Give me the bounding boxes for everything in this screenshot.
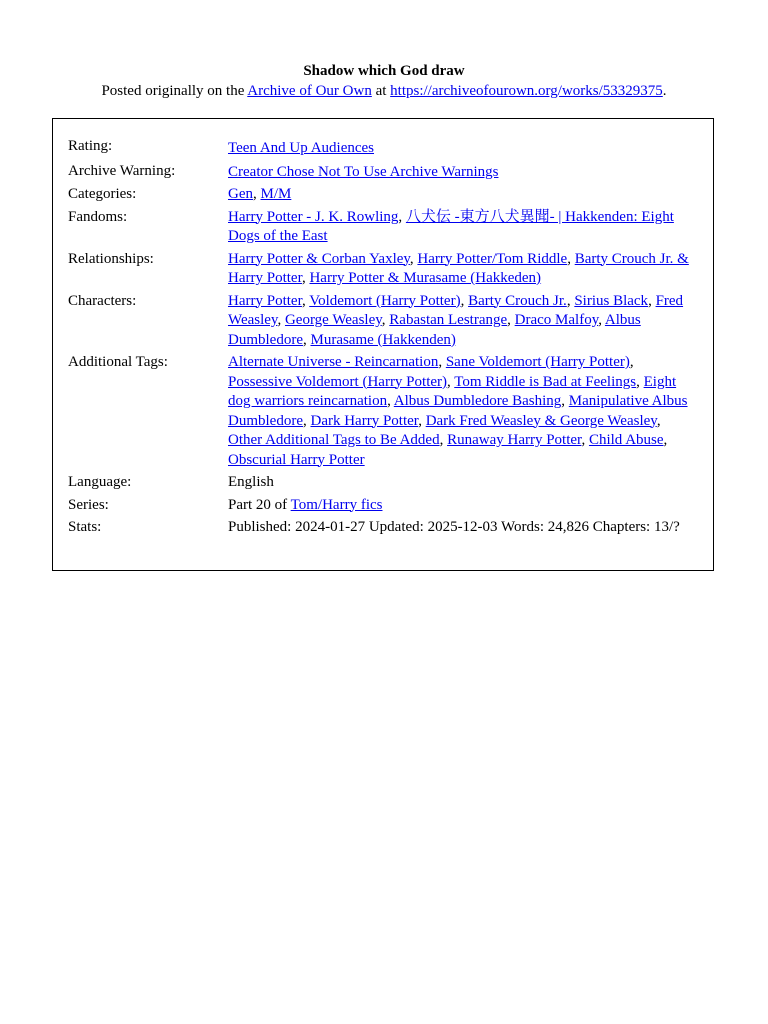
character-tag-link[interactable]: Voldemort (Harry Potter) bbox=[309, 292, 461, 309]
relationship-tag-link[interactable]: Harry Potter & Corban Yaxley bbox=[228, 250, 410, 267]
work-url-link[interactable]: https://archiveofourown.org/works/53329375 bbox=[390, 83, 663, 99]
series-value bbox=[228, 496, 698, 516]
stats-label: Stats: bbox=[68, 519, 102, 535]
archive-link[interactable]: Archive of Our Own bbox=[247, 83, 372, 99]
work-title: Shadow which God draw bbox=[303, 63, 465, 79]
categories-value bbox=[228, 185, 698, 205]
additional-tag-link[interactable]: Alternate Universe - Reincarnation bbox=[228, 354, 439, 370]
list-separator: , bbox=[302, 331, 311, 348]
additional-tag-link[interactable]: Other Additional Tags to Be Added bbox=[228, 432, 440, 448]
additional-tag-link[interactable]: Tom Riddle is Bad at Feelings bbox=[454, 373, 637, 390]
list-separator: , bbox=[301, 292, 310, 309]
character-tag-link[interactable]: Harry Potter bbox=[228, 292, 302, 309]
posted-mid: at bbox=[371, 83, 391, 99]
list-separator: , bbox=[629, 354, 634, 370]
list-separator: , bbox=[447, 373, 455, 390]
list-separator: , bbox=[387, 393, 394, 409]
work-header bbox=[0, 62, 768, 101]
series-label: Series: bbox=[68, 496, 109, 513]
character-tag-link[interactable]: Barty Crouch Jr. bbox=[468, 292, 567, 309]
list-separator: , bbox=[418, 412, 426, 429]
additional-tag-link[interactable]: Dark Harry Potter bbox=[310, 412, 419, 429]
list-separator: , bbox=[598, 312, 605, 328]
relationship-tag-link[interactable]: Harry Potter & Murasame (Hakkeden) bbox=[309, 270, 542, 286]
stats-row bbox=[68, 518, 698, 538]
list-separator: , bbox=[398, 208, 406, 225]
additional-tag-link[interactable]: Dark Fred Weasley & George Weasley bbox=[425, 412, 657, 429]
warning-value bbox=[228, 162, 698, 183]
additional-tag-link[interactable]: Eight dog warriors reincarnation bbox=[228, 373, 677, 409]
characters-row bbox=[68, 292, 698, 351]
character-tag-link[interactable]: Fred Weasley bbox=[228, 292, 684, 328]
character-tag-link[interactable]: George Weasley bbox=[284, 312, 382, 328]
tags-row bbox=[68, 353, 698, 470]
fandoms-label: Fandoms: bbox=[68, 208, 128, 225]
rating-label: Rating: bbox=[68, 138, 113, 154]
fandom-tag-link[interactable]: 八犬伝 -東方八犬異聞- | Hakkenden: Eight Dogs of the East bbox=[228, 208, 674, 244]
warning-tag-link[interactable]: Creator Chose Not To Use Archive Warnings bbox=[228, 163, 499, 180]
warning-row bbox=[68, 162, 698, 183]
fandoms-value bbox=[228, 208, 698, 247]
tags-value bbox=[228, 353, 698, 470]
character-tag-link[interactable]: Draco Malfoy bbox=[514, 312, 599, 328]
list-separator: , bbox=[656, 412, 661, 429]
list-separator: , bbox=[460, 292, 469, 309]
list-separator: , bbox=[253, 186, 261, 202]
additional-tag-link[interactable]: Sane Voldemort (Harry Potter) bbox=[445, 354, 630, 370]
relationship-tag-link[interactable]: Harry Potter/Tom Riddle bbox=[417, 250, 568, 267]
list-separator: , bbox=[302, 412, 311, 429]
additional-tag-link[interactable]: Possessive Voldemort (Harry Potter) bbox=[228, 373, 448, 390]
additional-tag-link[interactable]: Albus Dumbledore Bashing bbox=[393, 393, 562, 409]
metadata-table bbox=[68, 137, 698, 541]
list-separator: , bbox=[561, 393, 569, 409]
series-row bbox=[68, 496, 698, 516]
series-link[interactable]: Tom/Harry fics bbox=[290, 496, 383, 513]
list-separator: , bbox=[648, 292, 656, 309]
rating-row bbox=[68, 137, 698, 159]
relationships-value bbox=[228, 250, 698, 289]
additional-tag-link[interactable]: Obscurial Harry Potter bbox=[228, 451, 365, 468]
posted-suffix: . bbox=[662, 83, 667, 99]
characters-label: Characters: bbox=[68, 292, 137, 309]
category-tag-link[interactable]: Gen bbox=[228, 186, 253, 202]
stats-value: Published: 2024-01-27 Updated: 2025-12-03 Words: 24,826 Chapters: 13/? bbox=[228, 519, 680, 535]
fandoms-row bbox=[68, 208, 698, 247]
category-tag-link[interactable]: M/M bbox=[260, 186, 292, 202]
language-row bbox=[68, 473, 698, 493]
characters-value bbox=[228, 292, 698, 351]
relationship-tag-link[interactable]: Barty Crouch Jr. & Harry Potter bbox=[228, 250, 689, 286]
language-label: Language: bbox=[68, 474, 132, 490]
character-tag-link[interactable]: Murasame (Hakkenden) bbox=[310, 331, 456, 348]
additional-tag-link[interactable]: Child Abuse bbox=[588, 432, 664, 448]
list-separator: , bbox=[507, 312, 515, 328]
character-tag-link[interactable]: Rabastan Lestrange bbox=[389, 312, 508, 328]
additional-tag-link[interactable]: Manipulative Albus Dumbledore bbox=[228, 393, 688, 429]
list-separator: , bbox=[409, 250, 418, 267]
character-tag-link[interactable]: Sirius Black bbox=[574, 292, 649, 309]
list-separator: , bbox=[438, 354, 446, 370]
list-separator: , bbox=[439, 432, 448, 448]
rating-tag-link[interactable]: Teen And Up Audiences bbox=[228, 140, 375, 156]
character-tag-link[interactable]: Albus Dumbledore bbox=[228, 312, 641, 348]
list-separator: , bbox=[301, 270, 310, 286]
list-separator: , bbox=[277, 312, 285, 328]
language-value: English bbox=[228, 474, 274, 490]
categories-label: Categories: bbox=[68, 186, 137, 202]
relationships-row bbox=[68, 250, 698, 289]
list-separator: , bbox=[581, 432, 589, 448]
list-separator: , bbox=[381, 312, 390, 328]
tags-label: Additional Tags: bbox=[68, 354, 168, 370]
list-separator: , bbox=[566, 292, 575, 309]
metadata-box bbox=[52, 118, 714, 571]
relationships-label: Relationships: bbox=[68, 250, 154, 267]
additional-tag-link[interactable]: Runaway Harry Potter bbox=[447, 432, 582, 448]
fandom-tag-link[interactable]: Harry Potter - J. K. Rowling bbox=[228, 208, 399, 225]
posted-line bbox=[0, 81, 768, 101]
warning-label: Archive Warning: bbox=[68, 162, 176, 179]
series-prefix: Part 20 of bbox=[228, 496, 291, 513]
list-separator: , bbox=[567, 250, 575, 267]
categories-row bbox=[68, 185, 698, 205]
list-separator: , bbox=[663, 432, 668, 448]
posted-prefix: Posted originally on the bbox=[101, 83, 248, 99]
list-separator: , bbox=[636, 373, 644, 390]
rating-value bbox=[228, 137, 698, 159]
